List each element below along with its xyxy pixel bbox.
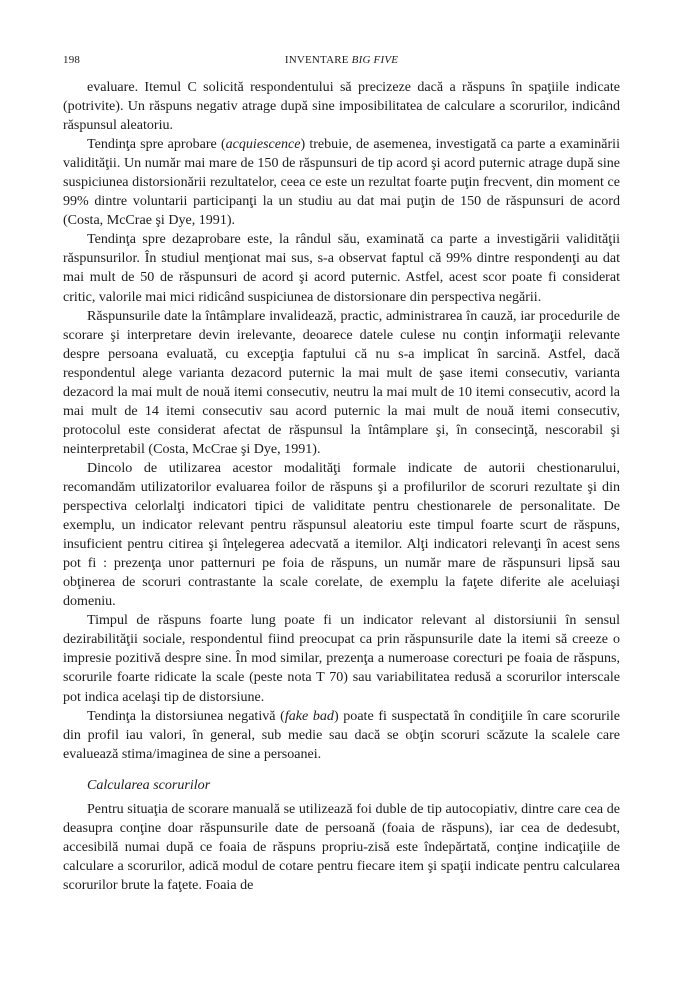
paragraph-other-indicators: Dincolo de utilizarea acestor modalităţi formale indicate de autorii chestionarului, recomandăm utilizatorilor evaluarea foilor de răspuns şi a profilurilor de scoruri rezultate şi din perspectiva celorlalţi indicatori tipici de validitate pentru chestionarele de personalitate. De exemplu, un indicator relevant pentru răspunsul aleatoriu este timpul foarte scurt de răspuns, insuficient pentru citirea şi înţelegerea adecvată a itemilor. Alţi indicatori relevanţi în acest sens pot fi : prezenţa unor patternuri pe foia de răspuns, un număr mare de răspunsuri lipsă sau obţinerea de scoruri contrastante la scale corelate, de exemplu la faţete diferite ale aceluiaşi domeniu. xyxy=(63,459,620,610)
paragraph-text: Tendinţa la distorsiunea negativă ( xyxy=(87,707,285,724)
paragraph-text: ) trebuie, de asemenea, investigată ca parte a examinării validităţii. Un număr mai mare de 150 de răspunsuri de tip acord şi acord puternic atrage după sine suspiciunea distorsionării rezultatelor, ceea ce este un rezultat foarte puţin frecvent, din moment ce 99% dintre voluntarii participanţi la un studiu au dat mai puţin de 150 de răspunsuri de acord (Costa, McCrae şi Dye, 1991). xyxy=(63,136,620,229)
italic-term: fake bad xyxy=(284,707,334,724)
paragraph-disapproval: Tendinţa spre dezaprobare este, la rândul său, examinată ca parte a investigării validităţii răspunsurilor. În studiul menţionat mai sus, s-a observat faptul că 99% dintre respondenţi au dat mai mult de 50 de răspunsuri de acord şi acord puternic. Astfel, acest scor poate fi considerat critic, valorile mai mici ridicând suspiciunea de distorsionare din perspectiva negării. xyxy=(63,231,620,305)
paragraph-response-time: Timpul de răspuns foarte lung poate fi un indicator relevant al distorsiunii în sensul dezirabilităţii sociale, respondentul fiind preocupat ca prin răspunsurile date la itemi să creeze o impresie pozitivă despre sine. În mod similar, prezenţa a numeroase corecturi pe foaia de răspuns, scorurile foarte ridicate la scale (peste nota T 70) sau variabilitatea redusă a scorurilor interscale pot indica acelaşi tip de distorsiune. xyxy=(63,612,620,705)
paragraph-fake-bad xyxy=(63,707,620,764)
paragraph-scoring: Pentru situaţia de scorare manuală se utilizează foi duble de tip autocopiativ, dintre care cea de deasupra conţine doar răspunsurile date de persoană (foaia de răspuns), iar cea de dedesubt, accesibilă numai după ce foaia de răspuns propriu-zisă este îndepărtată, conţine indicaţiile de calculare a scorurilor, adică modul de cotare pentru fiecare item şi spaţii indicate pentru calcularea scorurilor brute la faţete. Foaia de xyxy=(63,800,620,893)
running-title-italic: BIG FIVE xyxy=(351,54,399,66)
running-title-prefix: INVENTARE xyxy=(284,54,349,66)
italic-term: acquiescence xyxy=(225,136,301,153)
body-text xyxy=(63,78,620,895)
paragraph-text: Tendinţa spre aprobare ( xyxy=(87,136,226,153)
paragraph-random-responses: Răspunsurile date la întâmplare invalidează, practic, administrarea în cauză, iar procedurile de scorare şi interpretare devin irelevante, deoarece datele culese nu conţin informaţii relevante despre persoana evaluată, cu excepţia faptului că nu s-a implicat în sarcină. Astfel, dacă respondentul alege varianta dezacord puternic la mai mult de şase itemi consecutiv, varianta dezacord la mai mult de nouă itemi consecutiv, neutru la mai mult de 10 itemi consecutiv, acord la mai mult de 14 itemi consecutiv sau acord puternic la mai mult de nouă itemi consecutiv, protocolul este considerat afectat de răspunsul la întâmplare şi, în consecinţă, nescorabil şi neinterpretabil (Costa, McCrae şi Dye, 1991). xyxy=(63,307,620,457)
paragraph-continuation: evaluare. Itemul C solicită respondentului să precizeze dacă a răspuns în spaţiile indicate (potrivite). Un răspuns negativ atrage după sine imposibilitatea de calculare a scorurilor, indicând răspunsul aleatoriu. xyxy=(63,79,620,134)
running-title xyxy=(63,52,620,68)
page-number: 198 xyxy=(63,54,81,66)
paragraph-acquiescence xyxy=(63,135,620,230)
paragraph-text: ) poate fi suspectată în condiţiile în care scorurile din profil iau valori, în general, sub medie sau dacă se obţin scoruri scăzute la scalele care evaluează stima/imaginea de sine a persoanei. xyxy=(63,707,620,762)
running-header xyxy=(63,52,620,68)
section-heading: Calcularea scorurilor xyxy=(87,776,211,793)
